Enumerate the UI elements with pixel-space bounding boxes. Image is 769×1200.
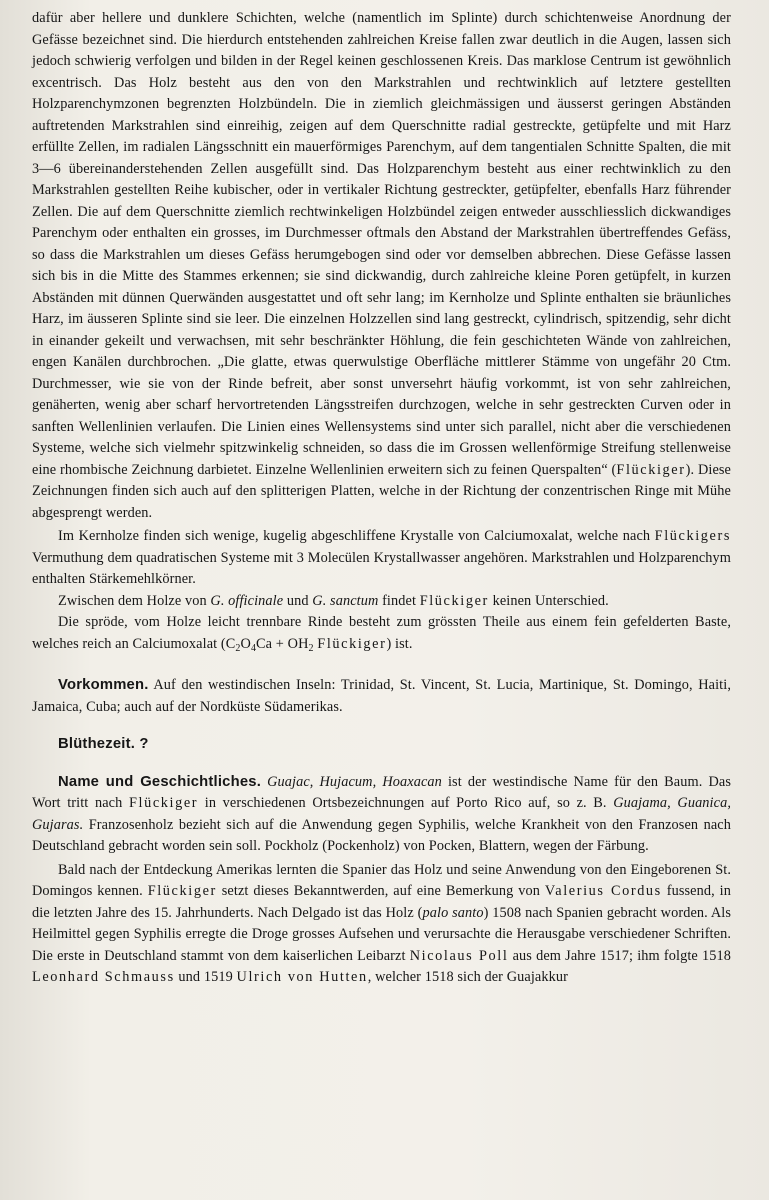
text-run: Zwischen dem Holze von [58,592,211,609]
vernacular-names: Guajac, Hujacum, Hoaxacan [267,773,442,790]
text-run: dafür aber hellere und dunklere Schichten, welche (namentlich im Splinte) durch schichtenweise Anordnung der Gefässe bezeichnet sind. Die hierdurch entstehenden zahlreichen Kreise fallen zwar deutlich in die Augen, lassen sich jedoch schwierig verfolgen und bilden in der Regel keinen geschlossenen Kreis. Das marklose Centrum ist gewöhnlich excentrisch. Das Holz besteht aus den von den Markstrahlen und rechtwinklich auf letztere gestellten Holzparenchymzonen begrenzten Holzbündeln. Die in ziemlich gleichmässigen und äusserst geringen Abständen auftretenden Markstrahlen sind einreihig, zeigen auf dem Querschnitte radial gestreckte, getüpfelte und mit Harz erfüllte Zellen, im radialen Längsschnitt ein mauerförmiges Parenchym, auf dem tangentialen Schnitte Spalten, die mit 3—6 übereinanderstehenden Zellen ausgefüllt sind. Das Holzparenchym besteht aus einer rechtwinklich zu den Markstrahlen gestellten Reihe kubischer, oder in vertikaler Richtung gestreckter, getüpfelter, ebenfalls Harz führender Zellen. Die auf dem Querschnitte ziemlich rechtwinkeligen Holzbündel zeigen entweder ausschliesslich dickwandiges Parenchym oder enthalten ein grosses, im Durchmesser oftmals den Abstand der Markstrahlen übertreffendes Gefäss, so dass die Markstrahlen um dieses Gefäss herumgebogen sind oder vor demselben abbrechen. Diese Gefässe lassen sich bis in die Mitte des Stammes erkennen; sie sind dickwandig, durch zahlreiche kleine Poren getüpfelt, in kurzen Abständen mit dünnen Querwänden ausgestattet und oft sehr lang; im Kernholze und Splinte enthalten sie bräunliches Harz, im äusseren Splinte sind sie leer. Die einzelnen Holzzellen sind lang gestreckt, cylindrisch, spitzendig, sehr dicht in einander gekeilt und verwachsen, mit sehr beschränkter Höhlung, die fein geschichteten Wände von zahlreichen, engen Kanälen durchbrochen. „Die glatte, etwas querwulstige Oberfläche mittlerer Stämme von ungefähr 20 Ctm. Durchmesser, wie sie von der Rinde befreit, aber sonst unversehrt häufig vorkommt, ist von sehr zahlreichen, genäherten, wenig aber scharf hervortretenden Längsstreifen durchzogen, welche in sehr gestreckten Curven oder in sanften Wellenlinien verlaufen. Die Linien eines Wellensystems sind unter sich parallel, nicht aber die verschiedenen Systeme, welche sich vielmehr spitzwinkelig schneiden, so dass die im Grossen wellenförmige Streifung stellenweise eine rhombische Zeichnung darbietet. Einzelne Wellenlinien erweitern sich zu feinen Querspalten“ ( [32,10,731,478]
species-name: G. officinale [210,592,284,609]
section-heading-name: Name und Geschichtliches. [58,773,262,790]
text-run: ) ist. [386,635,413,652]
text-run: Auf den westindischen Inseln: Trinidad, St. Vincent, St. Lucia, Martinique, St. Domingo, Haiti, Jamaica, Cuba; auch auf der Nordküste Südamerikas. [32,677,731,715]
section-heading-bluethezeit: Blüthezeit. [58,736,136,752]
text-run: und [283,592,313,609]
paragraph-bark [32,612,731,659]
author-name: Flückiger [147,883,217,899]
author-name: Delgado [291,904,342,921]
author-name: Leonhard Schmauss [32,969,175,985]
formula-subscript: 4 [250,642,257,654]
text-run: Franzosenholz bezieht sich auf die Anwendung gegen Syphilis, welche Krankheit von den Franzosen nach Deutschland gebracht worden sein soll. Pockholz (Pockenholz) von Pocken, Blattern, wegen der Färbung. [32,816,731,854]
text-run: in verschiedenen Ortsbezeichnungen auf Porto Rico auf, so z. B. [198,795,614,811]
text-run: und 1519 [174,969,237,985]
text-run: keinen Unterschied. [488,592,609,609]
species-name: G. sanctum [312,592,379,609]
text-run: Ca + OH [256,635,309,652]
text-run: Bald nach der Entdeckung Amerikas lernten die Spanier das Holz und seine Anwendung von den Eingeborenen St. Domingos kennen. [32,861,731,899]
section-bluethezeit [32,734,731,756]
text-run: fussend, in die letzten Jahre des 15. Jahrhunderts. Nach [32,883,731,921]
text-run: findet [378,592,420,609]
text-run: ) 1508 nach Spanien gebracht worden. Als Heilmittel gegen Syphilis erregte die Droge grosses Aufsehen und verursachte die Herausgabe verschiedener Schriften. Die erste in Deutschland stammt von dem kaiserlichen Leibarzt [32,904,731,964]
text-run: Die spröde, vom Holze leicht trennbare Rinde besteht zum grössten Theile aus einem fein gefelderten Baste, welches reich an Calciumoxalat (C [32,614,731,652]
author-name: Valerius Cordus [544,883,662,899]
formula-subscript: 2 [308,642,314,654]
text-run: , welcher 1518 sich der Guajakkur [367,969,568,985]
section-vorkommen [32,675,731,718]
author-name: Flückiger [128,795,199,811]
author-name: Nicolaus Poll [409,947,509,964]
author-name: Ulrich von Hutten [236,969,368,985]
paragraph-crystals [32,526,731,591]
paragraph-wood-anatomy [32,8,731,524]
author-name: Flückiger [419,592,489,609]
text-run: ). Diese Zeichnungen finden sich auch auf den splitterigen Platten, welche in der Richtung der conzentrischen Ringe mit Mühe abgesprengt werden. [32,461,731,521]
text-run: Vermuthung dem quadratischen Systeme mit 3 Molecülen Krystallwasser angehören. Markstrahlen und Holzparenchym enthalten Stärkemehlkörner. [32,549,731,587]
section-name-history [32,772,731,858]
bluethezeit-value: ? [135,736,149,752]
section-heading-vorkommen: Vorkommen. [58,677,149,693]
formula-subscript: 2 [235,642,241,654]
term-palo-santo: palo santo [422,904,484,921]
paragraph-species-comparison [32,591,731,613]
author-name: Flückigers [654,528,731,544]
text-run: ist der westindische Name für den Baum. Das Wort tritt nach [32,773,731,811]
place-names: Guajama, Guanica, Gujaras. [32,795,732,833]
author-name: Flückiger [317,635,387,652]
text-run: ist das Holz ( [341,904,423,921]
text-run: setzt dieses Bekanntwerden, auf eine Bemerkung von [216,883,545,899]
text-run: O [240,635,251,652]
text-run: Im Kernholze finden sich wenige, kugelig abgeschliffene Krystalle von Calciumoxalat, welche nach [58,528,655,544]
text-run: aus dem Jahre 1517; ihm folgte 1518 [508,947,731,964]
paragraph-history [32,860,731,989]
author-name: Flückiger [616,461,686,478]
